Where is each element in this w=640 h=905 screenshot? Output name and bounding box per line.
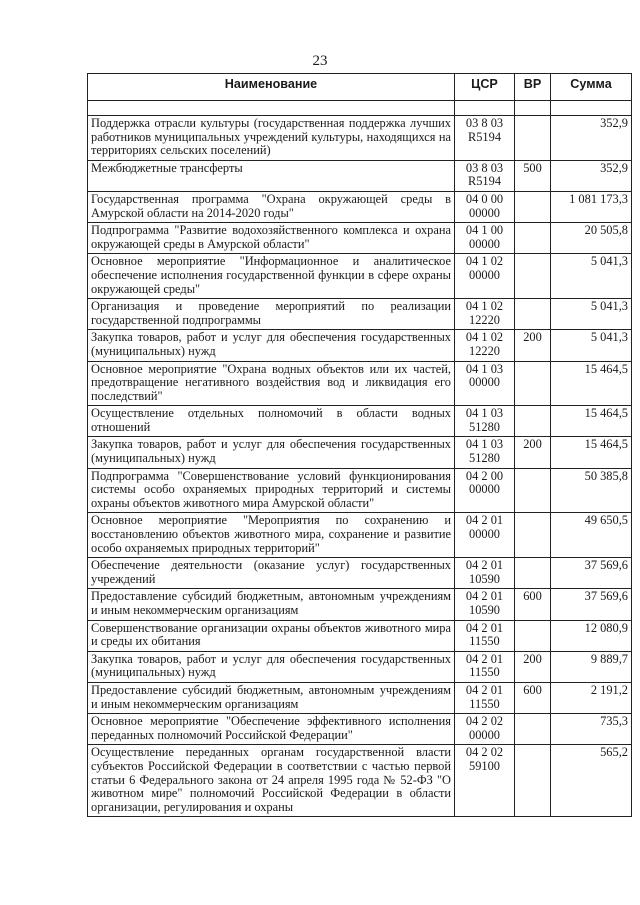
cell-name: Обеспечение деятельности (оказание услуг) государственных учреждений bbox=[88, 558, 455, 589]
table-row bbox=[88, 299, 632, 330]
cell-sum: 15 464,5 bbox=[551, 406, 632, 437]
cell-sum: 49 650,5 bbox=[551, 513, 632, 558]
budget-table bbox=[87, 73, 632, 817]
cell-name: Закупка товаров, работ и услуг для обеспечения государственных (муниципальных) нужд bbox=[88, 437, 455, 468]
cell-csr: 04 2 01 10590 bbox=[455, 558, 515, 589]
cell-csr: 04 1 03 00000 bbox=[455, 361, 515, 406]
cell-sum: 565,2 bbox=[551, 745, 632, 817]
cell-sum: 5 041,3 bbox=[551, 254, 632, 299]
cell-vr: 600 bbox=[515, 589, 551, 620]
cell-csr: 04 1 02 12220 bbox=[455, 330, 515, 361]
table-row bbox=[88, 116, 632, 161]
cell-name: Подпрограмма "Совершенствование условий функционирования системы особо охраняемых природных территорий и системы охраны объектов животного мира Амурской области" bbox=[88, 468, 455, 513]
table-row bbox=[88, 513, 632, 558]
cell-name: Основное мероприятие "Информационное и аналитическое обеспечение исполнения государственной функции в сфере охраны окружающей среды" bbox=[88, 254, 455, 299]
table-row bbox=[88, 745, 632, 817]
cell-vr bbox=[515, 299, 551, 330]
cell-csr: 04 1 02 12220 bbox=[455, 299, 515, 330]
cell-vr bbox=[515, 714, 551, 745]
cell-vr: 200 bbox=[515, 437, 551, 468]
header-row bbox=[88, 74, 632, 101]
table-row bbox=[88, 558, 632, 589]
cell-name: Организация и проведение мероприятий по реализации государственной подпрограммы bbox=[88, 299, 455, 330]
cell-vr bbox=[515, 361, 551, 406]
header-sum: Сумма bbox=[551, 74, 632, 101]
cell-name: Основное мероприятие "Охрана водных объектов или их частей, предотвращение негативного воздействия вод и ликвидация его последствий" bbox=[88, 361, 455, 406]
cell-vr bbox=[515, 223, 551, 254]
cell-csr: 04 1 00 00000 bbox=[455, 223, 515, 254]
table-body bbox=[88, 101, 632, 817]
cell-csr: 04 2 01 11550 bbox=[455, 620, 515, 651]
table-row bbox=[88, 620, 632, 651]
cell-sum: 1 081 173,3 bbox=[551, 191, 632, 222]
cell-vr bbox=[515, 620, 551, 651]
cell-vr: 200 bbox=[515, 330, 551, 361]
cell-sum: 50 385,8 bbox=[551, 468, 632, 513]
cell-sum: 352,9 bbox=[551, 116, 632, 161]
cell-name: Осуществление переданных органам государственной власти субъектов Российской Федерации в соответствии с частью первой статьи 6 Федерального закона от 24 апреля 1995 года № 52-ФЗ "О животном мире" полномочий Российской Федерации в области организации, регулирования и охраны bbox=[88, 745, 455, 817]
cell-sum: 9 889,7 bbox=[551, 651, 632, 682]
cell-sum: 37 569,6 bbox=[551, 558, 632, 589]
cell-name: Закупка товаров, работ и услуг для обеспечения государственных (муниципальных) нужд bbox=[88, 330, 455, 361]
cell-name: Предоставление субсидий бюджетным, автономным учреждениям и иным некоммерческим организациям bbox=[88, 682, 455, 713]
cell-name: Поддержка отрасли культуры (государственная поддержка лучших работников муниципальных учреждений культуры, находящихся на территориях сельских поселений) bbox=[88, 116, 455, 161]
cell-csr: 04 2 01 00000 bbox=[455, 513, 515, 558]
table-row bbox=[88, 223, 632, 254]
table-row bbox=[88, 406, 632, 437]
spacer-row bbox=[88, 101, 632, 116]
cell-vr bbox=[515, 513, 551, 558]
table-row bbox=[88, 682, 632, 713]
table-row bbox=[88, 160, 632, 191]
cell-sum: 15 464,5 bbox=[551, 437, 632, 468]
cell-csr: 03 8 03 R5194 bbox=[455, 116, 515, 161]
cell-vr bbox=[515, 406, 551, 437]
table-row bbox=[88, 254, 632, 299]
table-row bbox=[88, 437, 632, 468]
cell-csr: 04 1 03 51280 bbox=[455, 437, 515, 468]
header-name: Наименование bbox=[88, 74, 455, 101]
header-vr: ВР bbox=[515, 74, 551, 101]
cell-sum: 20 505,8 bbox=[551, 223, 632, 254]
cell-vr: 200 bbox=[515, 651, 551, 682]
cell-csr: 04 2 01 11550 bbox=[455, 682, 515, 713]
cell-csr: 04 2 01 11550 bbox=[455, 651, 515, 682]
cell-csr: 04 0 00 00000 bbox=[455, 191, 515, 222]
cell-csr: 04 2 02 00000 bbox=[455, 714, 515, 745]
cell-name: Подпрограмма "Развитие водохозяйственного комплекса и охрана окружающей среды в Амурской области" bbox=[88, 223, 455, 254]
table-row bbox=[88, 714, 632, 745]
table-row bbox=[88, 651, 632, 682]
cell-sum: 5 041,3 bbox=[551, 330, 632, 361]
cell-name: Межбюджетные трансферты bbox=[88, 160, 455, 191]
cell-sum: 352,9 bbox=[551, 160, 632, 191]
cell-vr bbox=[515, 254, 551, 299]
cell-vr bbox=[515, 116, 551, 161]
cell-vr: 600 bbox=[515, 682, 551, 713]
cell-name: Основное мероприятие "Мероприятия по сохранению и восстановлению объектов животного мира, сохранение и развитие особо охраняемых природных территорий" bbox=[88, 513, 455, 558]
cell-csr: 04 2 02 59100 bbox=[455, 745, 515, 817]
cell-sum: 5 041,3 bbox=[551, 299, 632, 330]
cell-name: Предоставление субсидий бюджетным, автономным учреждениям и иным некоммерческим организациям bbox=[88, 589, 455, 620]
cell-csr: 04 2 01 10590 bbox=[455, 589, 515, 620]
table-row bbox=[88, 191, 632, 222]
cell-vr bbox=[515, 745, 551, 817]
cell-name: Государственная программа "Охрана окружающей среды в Амурской области на 2014-2020 годы" bbox=[88, 191, 455, 222]
cell-sum: 15 464,5 bbox=[551, 361, 632, 406]
cell-name: Осуществление отдельных полномочий в области водных отношений bbox=[88, 406, 455, 437]
cell-name: Закупка товаров, работ и услуг для обеспечения государственных (муниципальных) нужд bbox=[88, 651, 455, 682]
table-row bbox=[88, 589, 632, 620]
cell-csr: 04 1 03 51280 bbox=[455, 406, 515, 437]
cell-vr bbox=[515, 191, 551, 222]
cell-csr: 03 8 03 R5194 bbox=[455, 160, 515, 191]
cell-sum: 37 569,6 bbox=[551, 589, 632, 620]
cell-vr bbox=[515, 558, 551, 589]
page-number: 23 bbox=[312, 53, 328, 69]
cell-csr: 04 1 02 00000 bbox=[455, 254, 515, 299]
table-row bbox=[88, 361, 632, 406]
cell-name: Основное мероприятие "Обеспечение эффективного исполнения переданных полномочий Российской Федерации" bbox=[88, 714, 455, 745]
cell-csr: 04 2 00 00000 bbox=[455, 468, 515, 513]
cell-vr bbox=[515, 468, 551, 513]
cell-sum: 2 191,2 bbox=[551, 682, 632, 713]
cell-name: Совершенствование организации охраны объектов животного мира и среды их обитания bbox=[88, 620, 455, 651]
header-csr: ЦСР bbox=[455, 74, 515, 101]
table-row bbox=[88, 330, 632, 361]
cell-sum: 735,3 bbox=[551, 714, 632, 745]
cell-sum: 12 080,9 bbox=[551, 620, 632, 651]
cell-vr: 500 bbox=[515, 160, 551, 191]
table-row bbox=[88, 468, 632, 513]
